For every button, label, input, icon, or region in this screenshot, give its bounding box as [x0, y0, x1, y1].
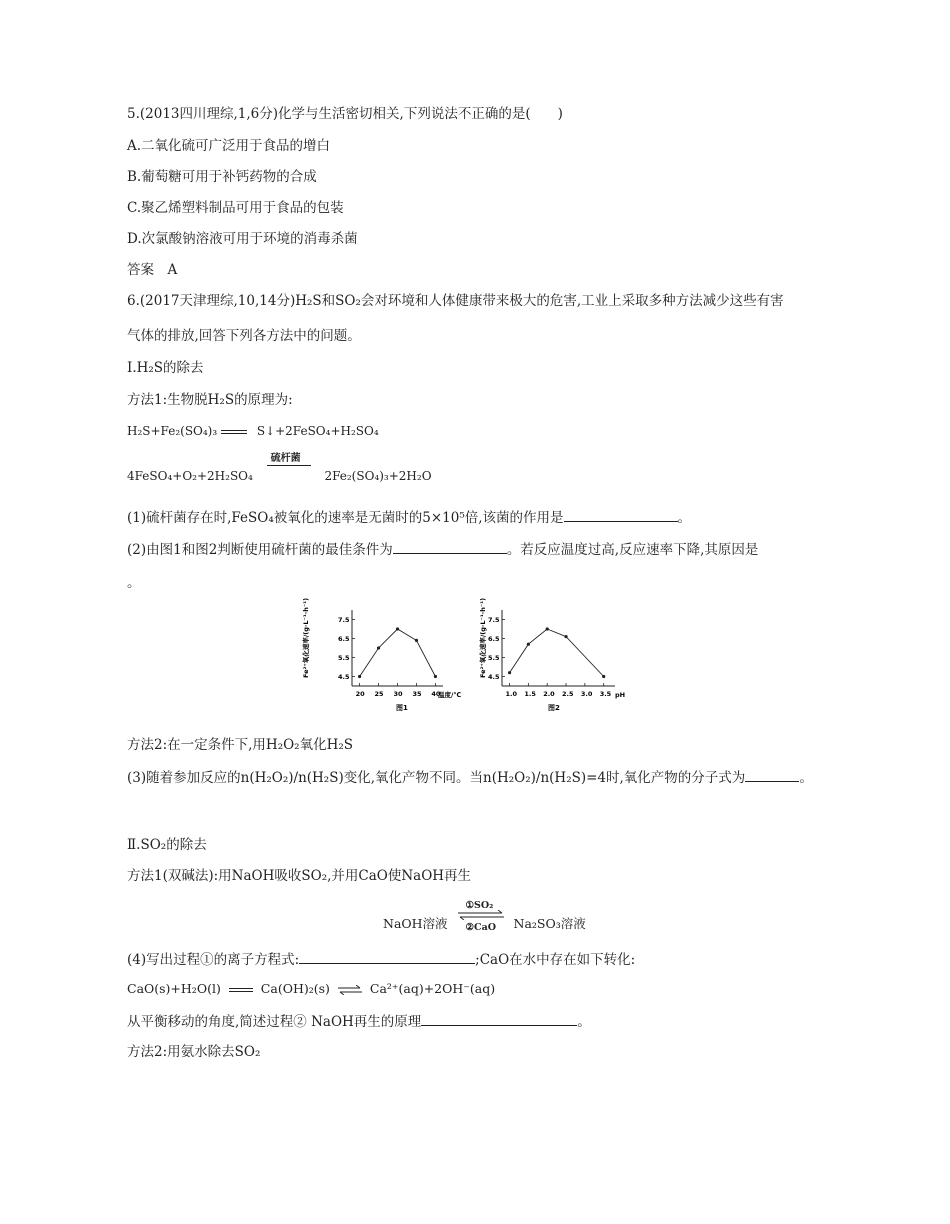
equation-3-right: Ca²⁺(aq)+2OH⁻(aq)	[369, 981, 496, 996]
chart-2-xtick-label: 3.5	[599, 690, 612, 698]
chart-1-xtick-label: 30	[393, 690, 403, 698]
part-1-text: (1)硫杆菌存在时,FeSO₄被氧化的速率是无菌时的5×10⁵倍,该菌的作用是	[127, 510, 564, 526]
answer-blank-3[interactable]	[745, 767, 799, 782]
chart-1	[298, 598, 478, 716]
chart-2-data-point	[546, 627, 549, 630]
part-5-end: 。	[577, 1014, 591, 1030]
q5-answer: 答案 A	[127, 262, 178, 278]
equilibrium-arrow-icon	[338, 985, 362, 995]
chart-2-data-point	[527, 643, 530, 646]
chart-1-xtick-label: 35	[412, 690, 422, 698]
chart-2	[470, 598, 650, 716]
chart-2-ytick-label: 7.5	[488, 616, 500, 624]
chart-1-data-point	[358, 675, 361, 678]
chart-2-series-line	[510, 629, 604, 677]
part-4-text: (4)写出过程①的离子方程式:	[127, 952, 300, 968]
chart-1-ytick-label: 5.5	[338, 654, 350, 662]
part-4	[127, 949, 635, 969]
conversion-left: NaOH溶液	[383, 916, 448, 931]
chart-1-data-point	[434, 675, 437, 678]
chart-1-ytick-label: 7.5	[338, 616, 350, 624]
chart-2-xlabel: pH	[615, 691, 626, 699]
chart-1-data-point	[415, 639, 418, 642]
q6-stem-line2: 气体的排放,回答下列各方法中的问题。	[127, 328, 361, 344]
part-1-end: 。	[677, 510, 692, 526]
chart-1-ytick-label: 6.5	[338, 635, 350, 643]
q5-option-c: C.聚乙烯塑料制品可用于食品的包装	[127, 200, 344, 216]
section-1-title: Ⅰ.H₂S的除去	[127, 360, 204, 376]
method-1: 方法1:生物脱H₂S的原理为:	[127, 392, 293, 408]
part-2-text-b: 。若反应温度过高,反应速率下降,其原因是	[506, 542, 759, 558]
equation-1-left: H₂S+Fe₂(SO₄)₃	[127, 424, 218, 438]
conversion-equation	[383, 900, 586, 933]
chart-2-ytick-label: 6.5	[488, 635, 500, 643]
equation-3-left: CaO(s)+H₂O(l)	[127, 981, 221, 996]
part-4-text-b: ;CaO在水中存在如下转化:	[475, 952, 636, 968]
chart-1-ytick-label: 4.5	[338, 673, 350, 681]
equals-sign	[221, 430, 247, 434]
answer-blank-1[interactable]	[564, 507, 678, 522]
method-4: 方法2:用氨水除去SO₂	[127, 1044, 261, 1060]
answer-blank-5[interactable]	[421, 1011, 577, 1026]
conversion-right: Na₂SO₃溶液	[513, 916, 586, 931]
chart-1-xtick-label: 40	[431, 690, 441, 698]
equation-1-right: S↓+2FeSO₄+H₂SO₄	[256, 424, 379, 438]
equation-3-middle: Ca(OH)₂(s)	[260, 981, 330, 996]
chart-1-ylabel: Fe²⁺氧化速率/(g·L⁻¹·h⁻¹)	[302, 598, 310, 678]
equals-sign-2	[229, 988, 253, 992]
chart-2-xtick-label: 1.0	[505, 690, 518, 698]
method-2: 方法2:在一定条件下,用H₂O₂氧化H₂S	[127, 737, 354, 753]
chart-2-xtick-label: 3.0	[580, 690, 593, 698]
chart-1-title: 图1	[396, 704, 408, 712]
part-2-text: (2)由图1和图2判断使用硫杆菌的最佳条件为	[127, 542, 393, 558]
q5-option-a: A.二氧化硫可广泛用于食品的增白	[127, 138, 331, 154]
conversion-arrow	[458, 900, 504, 933]
part-5	[127, 1011, 591, 1031]
part-2	[127, 539, 758, 559]
chart-2-xtick-label: 2.5	[562, 690, 574, 698]
part-3	[127, 767, 813, 787]
chart-1-xtick-label: 25	[374, 690, 384, 698]
condition-label: 硫杆菌	[270, 453, 301, 464]
chart-2-data-point	[564, 635, 567, 638]
chart-2-data-point	[602, 675, 605, 678]
chart-1-xlabel: 温度/℃	[438, 691, 462, 699]
equation-2-right: 2Fe₂(SO₄)₃+2H₂O	[324, 469, 432, 483]
chart-2-xtick-label: 2.0	[543, 690, 555, 698]
part-3-end: 。	[799, 770, 813, 786]
chart-1-data-point	[396, 627, 399, 630]
chart-2-ylabel: Fe²⁺氧化速率/(g·L⁻¹·h⁻¹)	[479, 598, 487, 678]
conversion-bottom-label: ②CaO	[465, 922, 497, 933]
equation-1	[127, 422, 379, 440]
equation-3	[127, 980, 495, 998]
part-3-text: (3)随着参加反应的n(H₂O₂)/n(H₂S)变化,氧化产物不同。当n(H₂O₂)/n(H₂S)=4时,氧化产物的分子式为	[127, 770, 746, 786]
conversion-top-label: ①SO₂	[465, 900, 494, 911]
chart-2-title: 图2	[548, 704, 560, 712]
chart-2-data-point	[508, 671, 511, 674]
q6-stem-line1: 6.(2017天津理综,10,14分)H₂S和SO₂会对环境和人体健康带来极大的危害,工业上采取多种方法减少这些有害	[127, 293, 784, 309]
q5-stem: 5.(2013四川理综,1,6分)化学与生活密切相关,下列说法不正确的是( )	[127, 106, 563, 122]
chart-2-ytick-label: 5.5	[488, 654, 500, 662]
equation-2	[127, 453, 432, 485]
part-1	[127, 507, 691, 527]
chart-1-series-line	[360, 629, 436, 677]
chart-2-ytick-label: 4.5	[488, 673, 500, 681]
q5-option-d: D.次氯酸钠溶液可用于环境的消毒杀菌	[127, 231, 358, 247]
reaction-condition	[267, 453, 311, 480]
method-3: 方法1(双碱法):用NaOH吸收SO₂,并用CaO使NaOH再生	[127, 868, 472, 884]
part-2-end: 。	[127, 575, 141, 591]
equation-2-left: 4FeSO₄+O₂+2H₂SO₄	[127, 469, 253, 483]
answer-blank-4[interactable]	[299, 949, 475, 964]
chart-1-xtick-label: 20	[355, 690, 365, 698]
chart-1-data-point	[377, 646, 380, 649]
part-5-text: 从平衡移动的角度,简述过程② NaOH再生的原理	[127, 1014, 422, 1030]
answer-blank-2[interactable]	[393, 539, 507, 554]
section-2-title: Ⅱ.SO₂的除去	[127, 837, 207, 853]
chart-2-xtick-label: 1.5	[524, 690, 536, 698]
q5-option-b: B.葡萄糖可用于补钙药物的合成	[127, 169, 317, 185]
